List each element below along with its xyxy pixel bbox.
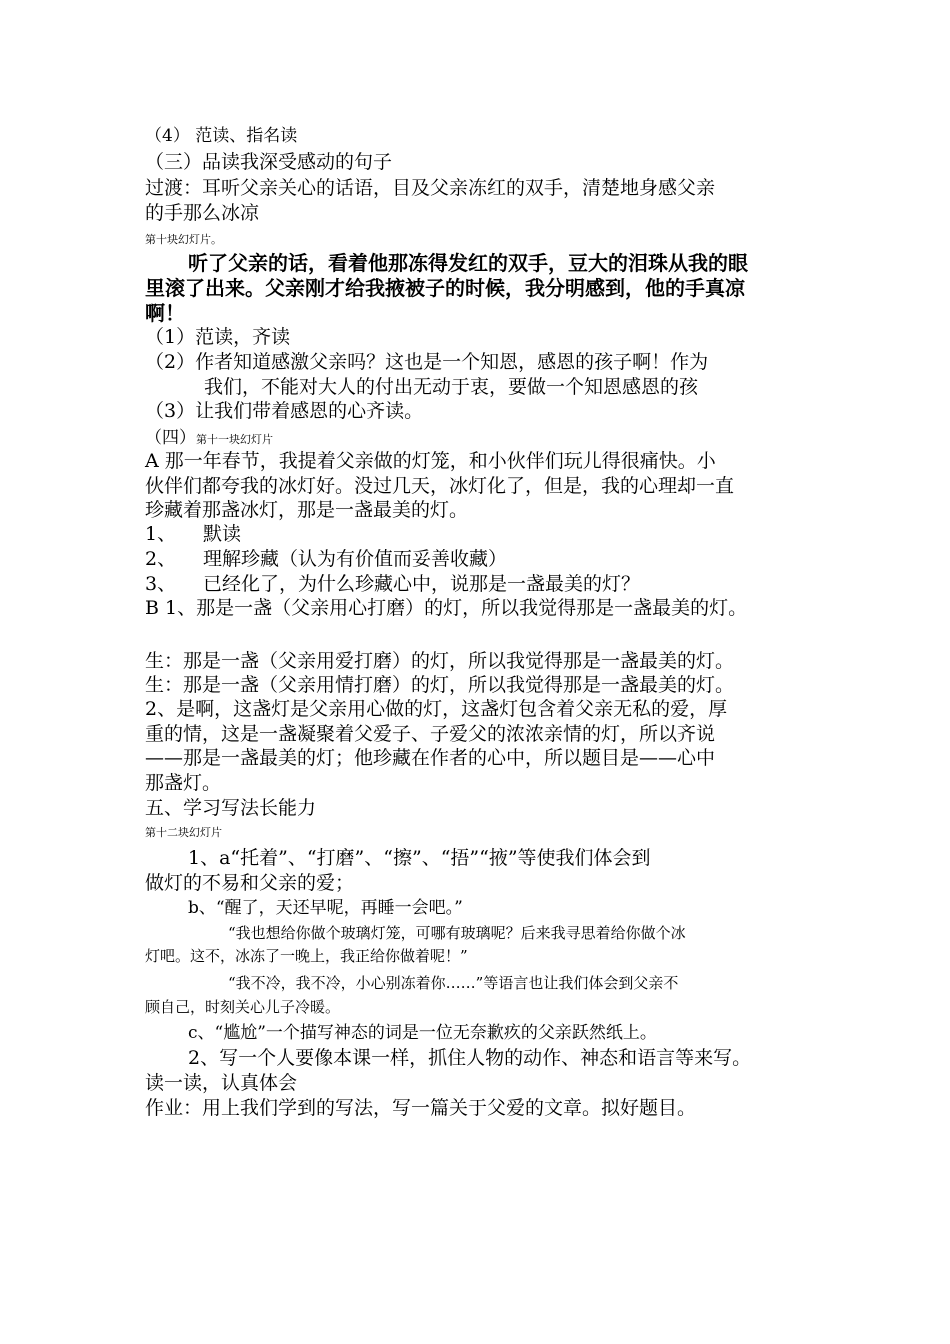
father-quote-2-line-2: 顾自己，时刻关心儿子冷暖。 xyxy=(145,998,341,1016)
step-2-number: 2、 xyxy=(145,548,177,570)
step-1-text: 默读 xyxy=(203,523,242,545)
item-1-fandu: （1）范读，齐读 xyxy=(145,326,291,348)
step-3-question xyxy=(145,572,640,596)
quote-bold-1: 听了父亲的话，看着他那冻得发红的双手，豆大的泪珠从我的眼 xyxy=(188,251,748,275)
passage-a-line-2: 伙伴们都夸我的冰灯好。没过几天，冰灯化了，但是，我的心理却一直 xyxy=(145,475,735,497)
father-quote-1-line-2: 灯吧。这不，冰冻了一晚上，我正给你做着呢！” xyxy=(145,947,468,965)
step-2-text: 理解珍藏（认为有价值而妥善收藏） xyxy=(203,548,508,570)
heading-section-3: （三）品读我深受感动的句子 xyxy=(145,151,393,173)
section-4-label: （四） xyxy=(145,428,196,448)
student-answer-2: 生：那是一盏（父亲用情打磨）的灯，所以我觉得那是一盏最美的灯。 xyxy=(145,674,735,696)
father-quote-2-line-1: “我不冷，我不冷，小心别冻着你……”等语言也让我们体会到父亲不 xyxy=(228,974,679,992)
heading-section-4 xyxy=(145,425,273,449)
line-fandu-zhiming: （4） 范读、指名读 xyxy=(145,126,298,146)
writing-point-1a-line-1: 1、a“托着”、“打磨”、“擦”、“捂”“掖”等使我们体会到 xyxy=(188,847,651,869)
writing-point-1c: c、“尴尬”一个描写神态的词是一位无奈歉疚的父亲跃然纸上。 xyxy=(188,1023,657,1043)
summary-line-3: ——那是一盏最美的灯；他珍藏在作者的心中，所以题目是——心中 xyxy=(145,747,716,769)
writing-point-1a-line-2: 做灯的不易和父亲的爱； xyxy=(145,872,355,894)
step-1-modu xyxy=(145,522,241,546)
read-instruction: 读一读，认真体会 xyxy=(145,1072,298,1094)
step-1-number: 1、 xyxy=(145,523,177,545)
step-3-number: 3、 xyxy=(145,573,177,595)
writing-point-1b: b、“醒了，天还早呢，再睡一会吧。” xyxy=(188,898,463,918)
item-3-qidu: （3）让我们带着感恩的心齐读。 xyxy=(145,400,424,422)
passage-b-line-1: B 1、那是一盏（父亲用心打磨）的灯，所以我觉得那是一盏最美的灯。 xyxy=(145,597,748,619)
summary-line-2: 重的情，这是一盏凝聚着父爱子、子爱父的浓浓亲情的灯，所以齐说 xyxy=(145,723,716,745)
heading-section-5: 五、学习写法长能力 xyxy=(145,797,317,819)
homework-line: 作业：用上我们学到的写法，写一篇关于父爱的文章。拟好题目。 xyxy=(145,1097,697,1119)
line-transition-2: 的手那么冰凉 xyxy=(145,202,260,224)
slide-note-11: 第十一块幻灯片 xyxy=(196,433,273,446)
item-2-line-2: 我们，不能对大人的付出无动于衷，要做一个知恩感恩的孩 xyxy=(204,376,699,398)
quote-bold-3: 啊！ xyxy=(145,301,185,325)
step-3-text: 已经化了，为什么珍藏心中，说那是一盏最美的灯？ xyxy=(203,573,641,595)
student-answer-1: 生：那是一盏（父亲用爱打磨）的灯，所以我觉得那是一盏最美的灯。 xyxy=(145,650,735,672)
summary-line-1: 2、是啊，这盏灯是父亲用心做的灯，这盏灯包含着父亲无私的爱，厚 xyxy=(145,698,728,720)
slide-note-12: 第十二块幻灯片 xyxy=(145,826,222,839)
father-quote-1-line-1: “我也想给你做个玻璃灯笼，可哪有玻璃呢？后来我寻思着给你做个冰 xyxy=(228,924,686,942)
passage-a-line-1: A 那一年春节，我提着父亲做的灯笼，和小伙伴们玩儿得很痛快。小 xyxy=(145,450,716,472)
item-2-line-1: （2）作者知道感激父亲吗？这也是一个知恩，感恩的孩子啊！作为 xyxy=(145,351,709,373)
line-transition-1: 过渡：耳听父亲关心的话语，目及父亲冻红的双手，清楚地身感父亲 xyxy=(145,177,716,199)
summary-line-4: 那盏灯。 xyxy=(145,772,222,794)
slide-note-10: 第十块幻灯片。 xyxy=(145,233,222,246)
step-2-lijie xyxy=(145,547,507,571)
writing-point-2: 2、写一个人要像本课一样，抓住人物的动作、神态和语言等来写。 xyxy=(188,1047,752,1069)
passage-a-line-3: 珍藏着那盏冰灯，那是一盏最美的灯。 xyxy=(145,499,469,521)
quote-bold-2: 里滚了出来。父亲刚才给我掖被子的时候，我分明感到，他的手真凉 xyxy=(145,276,745,300)
